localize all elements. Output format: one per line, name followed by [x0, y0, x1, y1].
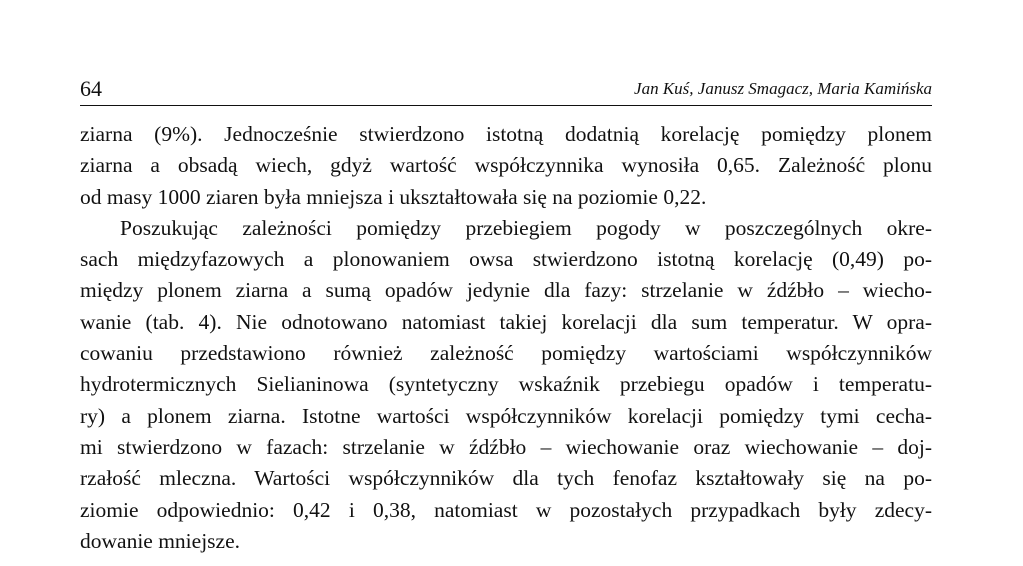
paragraph-1: [80, 119, 932, 213]
text-line: ry) a plonem ziarna. Istotne wartości współczynników korelacji pomiędzy tymi cecha-: [80, 403, 932, 428]
text-line: sach międzyfazowych a plonowaniem owsa stwierdzono istotną korelację (0,49) po-: [80, 247, 932, 272]
text-line: ziarna a obsadą wiech, gdyż wartość współczynnika wynosiła 0,65. Zależność plonu: [80, 153, 932, 178]
text-line: od masy 1000 ziaren była mniejsza i ukształtowała się na poziomie 0,22.: [80, 184, 707, 209]
header-rule: [80, 105, 932, 106]
text-line: ziomie odpowiednio: 0,42 i 0,38, natomiast w pozostałych przypadkach były zdecy-: [80, 497, 932, 522]
text-line: rzałość mleczna. Wartości współczynników dla tych fenofaz kształtowały się na po-: [80, 466, 932, 491]
text-line: cowaniu przedstawiono również zależność pomiędzy wartościami współczynników: [80, 341, 932, 366]
text-line: dowanie mniejsze.: [80, 528, 241, 553]
text-line: wanie (tab. 4). Nie odnotowano natomiast takiej korelacji dla sum temperatur. W opra-: [80, 309, 932, 334]
text-line: Poszukując zależności pomiędzy przebiegiem pogody w poszczególnych okre-: [120, 215, 932, 240]
text-line: między plonem ziarna a sumą opadów jedynie dla fazy: strzelanie w źdźbło – wiecho-: [80, 278, 932, 303]
paragraph-2: [80, 213, 932, 557]
page-number: 64: [80, 76, 102, 101]
text-line: hydrotermicznych Sielianinowa (syntetyczny wskaźnik przebiegu opadów i temperatu-: [80, 372, 932, 397]
text-line: ziarna (9%). Jednocześnie stwierdzono istotną dodatnią korelację pomiędzy plonem: [80, 122, 932, 146]
running-head-authors: Jan Kuś, Janusz Smagacz, Maria Kamińska: [634, 79, 932, 98]
page-header: [80, 74, 932, 104]
body-text: [80, 119, 932, 557]
text-line: mi stwierdzono w fazach: strzelanie w źdźbło – wiechowanie oraz wiechowanie – doj-: [80, 434, 932, 459]
